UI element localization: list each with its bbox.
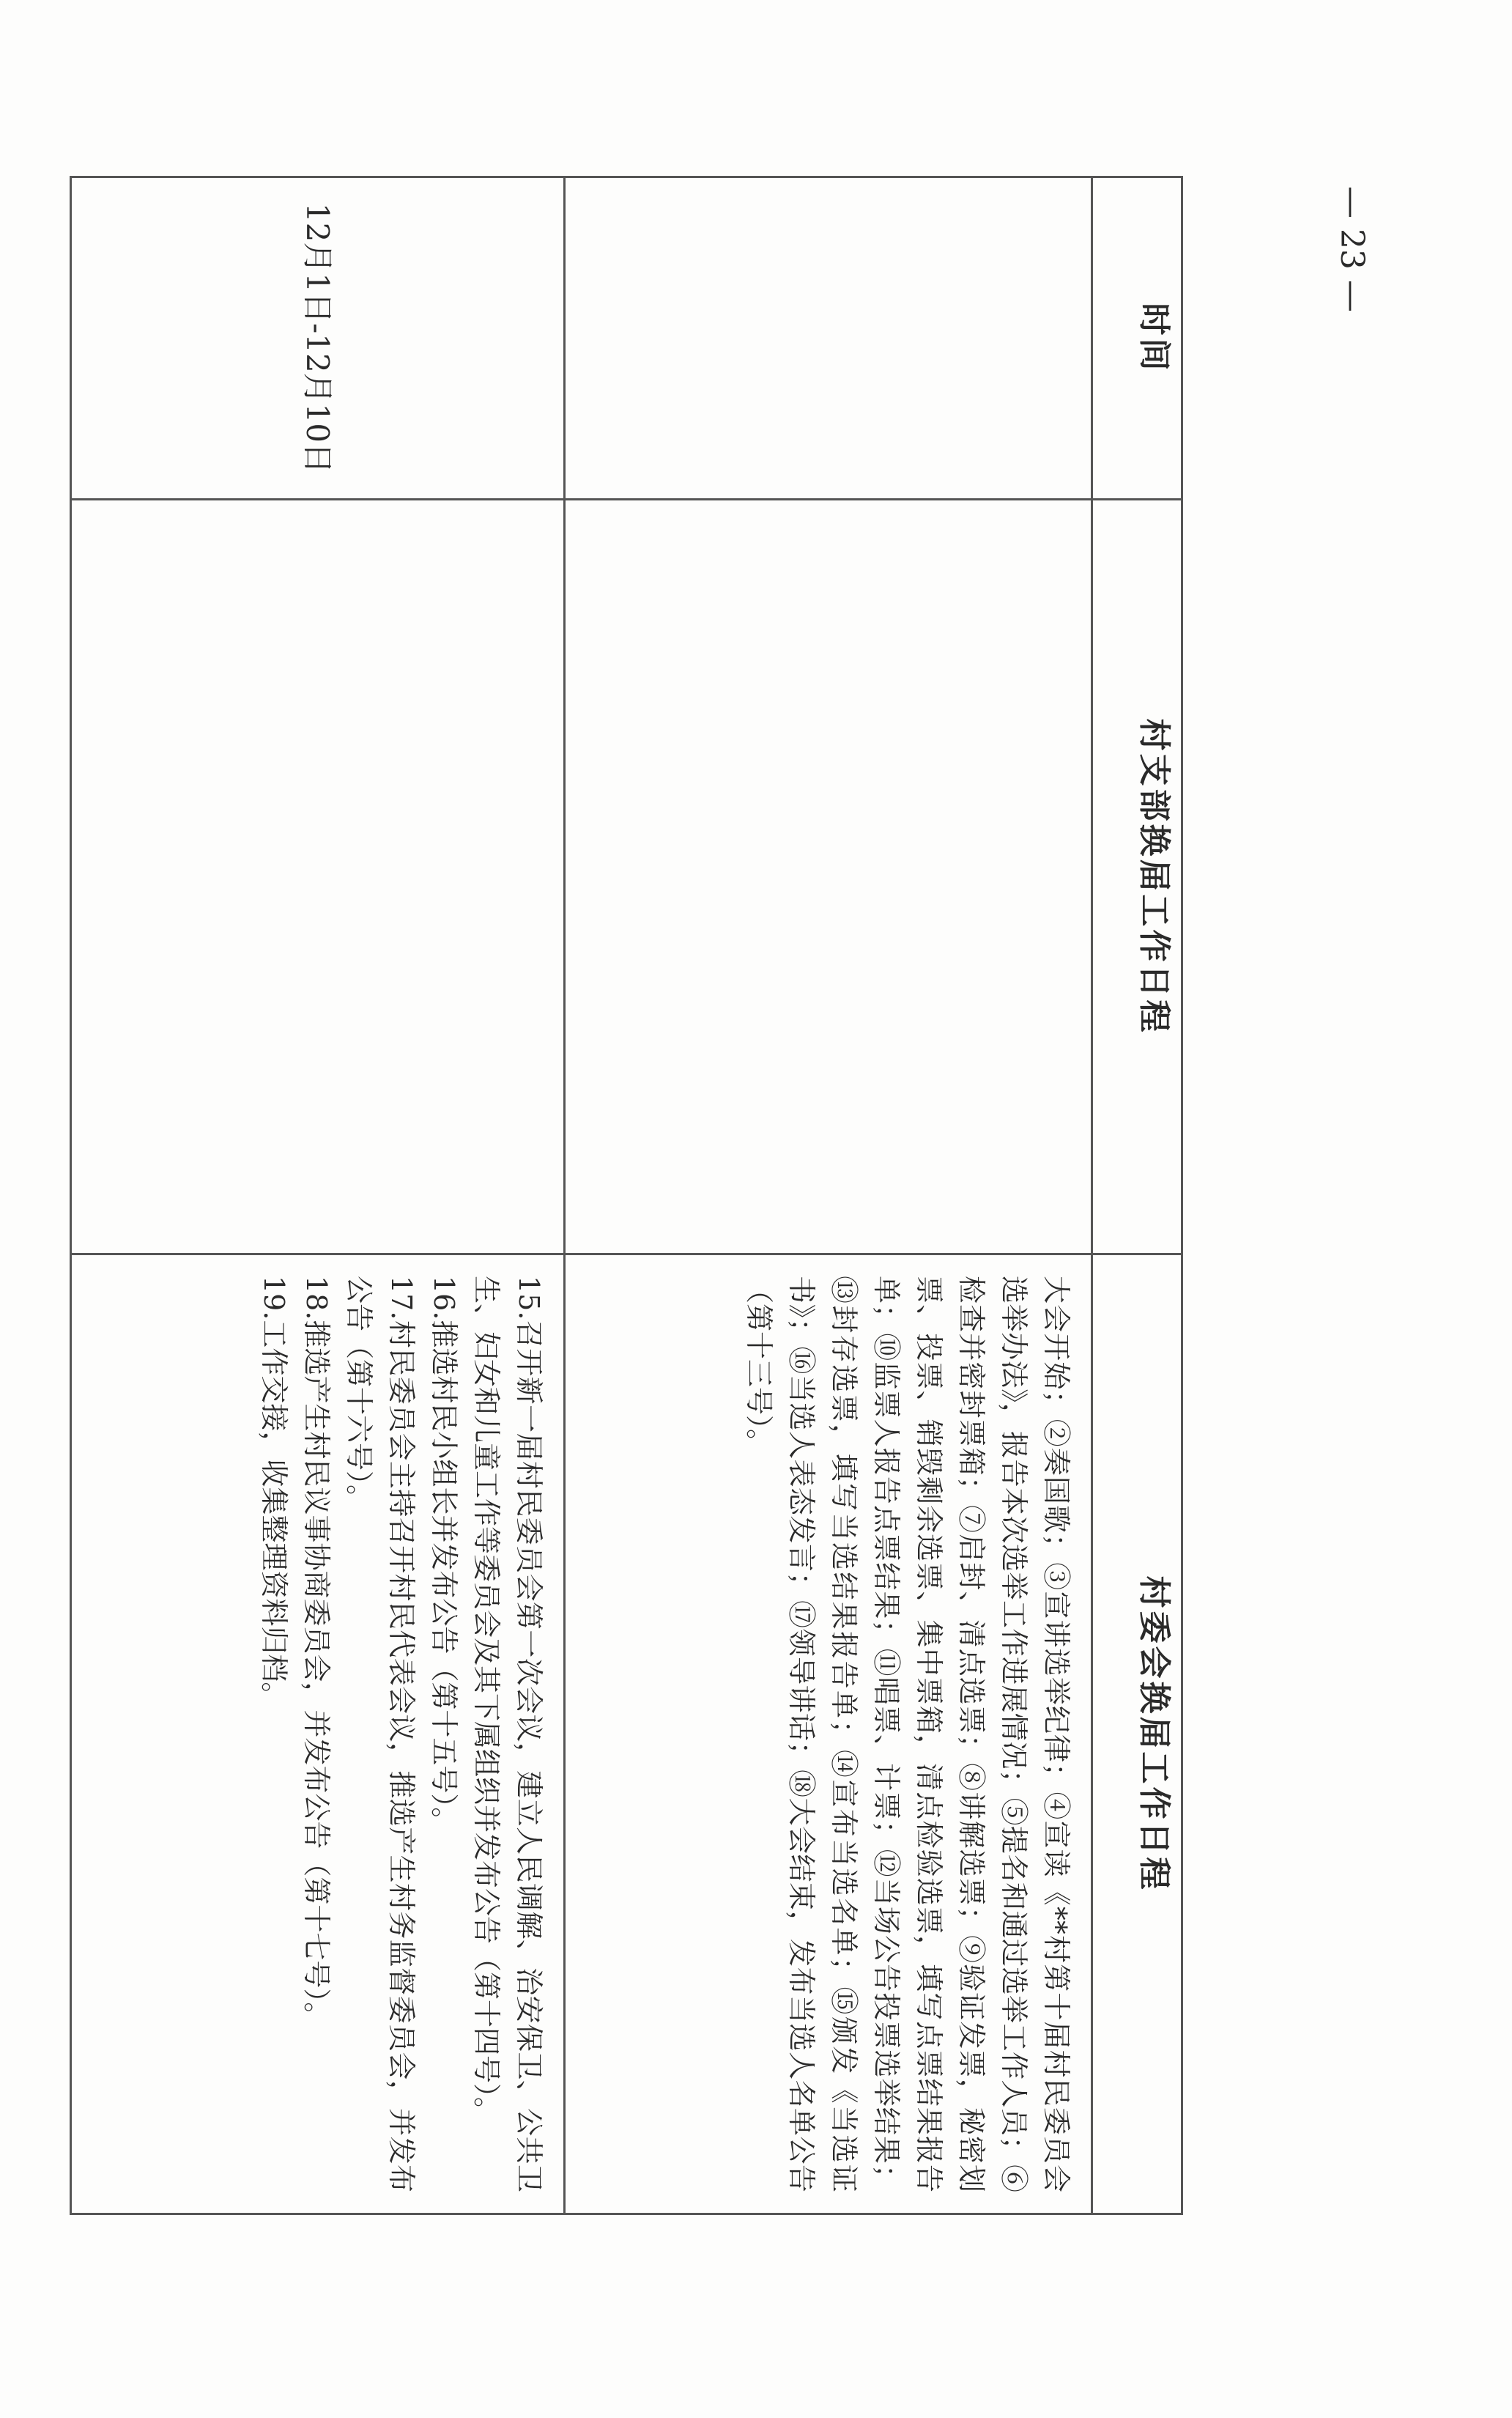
header-time: 时间 [1092, 177, 1182, 500]
header-village-committee-schedule: 村委会换届工作日程 [1092, 1254, 1182, 2214]
list-item: 19.工作交接，收集整理资料归档。 [258, 1276, 290, 1710]
election-meeting-procedure: 大会开始；②奏国歌；③宣讲选举纪律；④宣读《**村第十届村民委员会选举办法》，报告本次选举工作进展情况；⑤提名和通过选举工作人员；⑥检查并密封票箱；⑦启封、清点选票；⑧讲解选票；⑨验证发票，秘密划票、投票、销毁剩余选票、集中票箱，清点检验选票，填写点票结果报告单；⑩监票人报告点票结果；⑪唱票、计票；⑫当场公告投票选举结果；⑬封存选票，填写当选结果报告单；⑭宣布当选名单；⑮颁发《当选证书》；⑯当选人表态发言；⑰领导讲话；⑱大会结束，发布当选人名单公告（第十三号）。 [743, 1276, 1072, 2192]
row1-village-committee [565, 1254, 1092, 2214]
list-item: 15.召开新一届村民委员会第一次会议，建立人民调解、治安保卫、公共卫生、妇女和儿童工作等委员会及其下属组织并发布公告（第十四号）。 [470, 1276, 545, 2192]
page-number: — 23 — [1333, 186, 1371, 312]
row2-time: 12月1日-12月10日 [71, 177, 565, 500]
row1-branch [565, 500, 1092, 1254]
schedule-table [70, 176, 1183, 2215]
row1-time [565, 177, 1092, 500]
row2-branch [71, 500, 565, 1254]
header-row [1092, 177, 1182, 2214]
header-branch-schedule: 村支部换届工作日程 [1092, 500, 1182, 1254]
row2-village-committee [71, 1254, 565, 2214]
post-election-items [240, 1255, 563, 2213]
table-row [71, 177, 565, 2214]
table-row [565, 177, 1092, 2214]
list-item: 18.推选产生村民议事协商委员会，并发布公告（第十七号）。 [300, 1276, 333, 2030]
rotated-content [70, 176, 1183, 2213]
list-item: 17.村民委员会主持召开村民代表会议，推选产生村务监督委员会，并发布公告（第十六号）。 [343, 1276, 418, 2192]
rotated-page [70, 176, 1183, 2213]
list-item: 16.推选村民小组长并发布公告（第十五号）。 [428, 1276, 460, 1835]
